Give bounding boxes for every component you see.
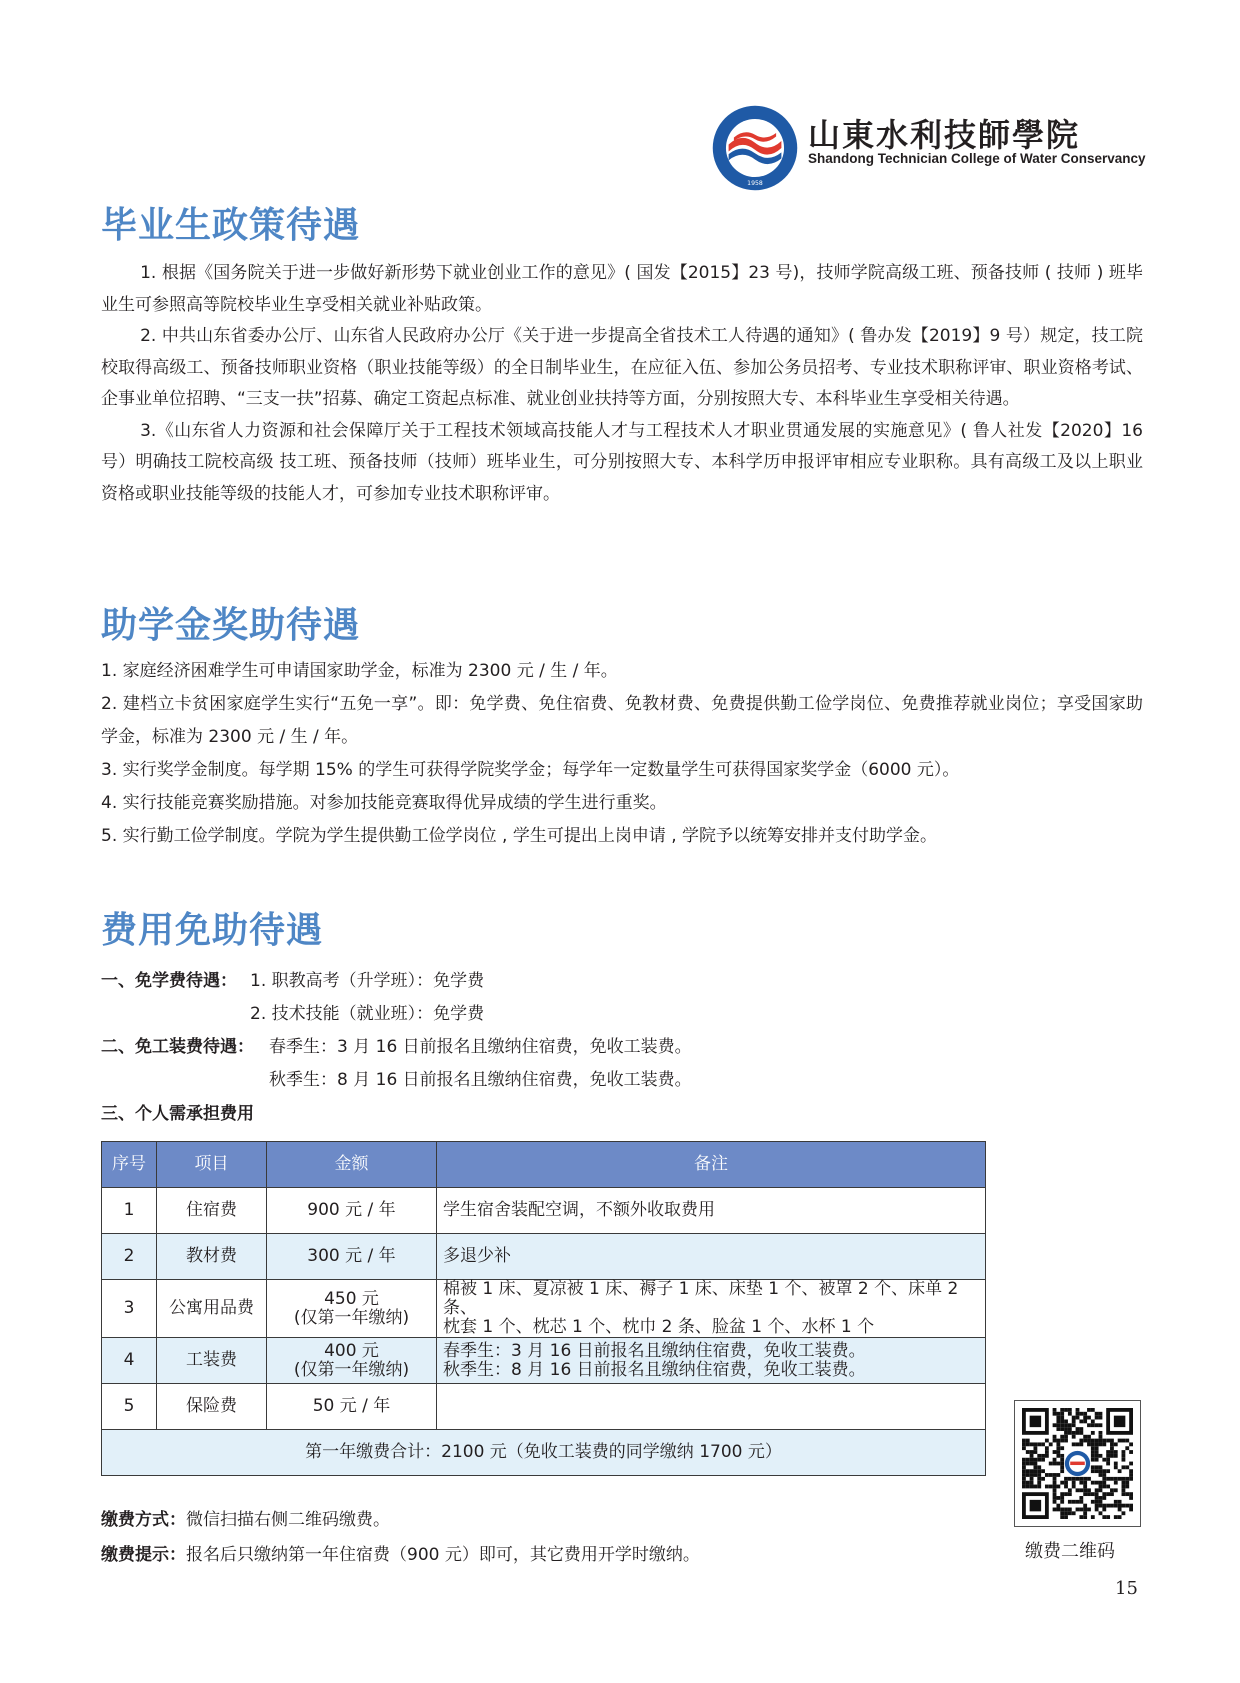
row-number: 4 <box>102 1338 157 1384</box>
grants-list <box>101 655 1143 853</box>
row-number: 1 <box>102 1188 157 1234</box>
row-note: 学生宿舍装配空调，不额外收取费用 <box>437 1188 986 1234</box>
row-number: 2 <box>102 1234 157 1280</box>
section-title-graduate-policy: 毕业生政策待遇 <box>101 205 361 246</box>
row-amount-main: 400 元 <box>324 1340 379 1361</box>
table-row <box>102 1280 986 1338</box>
payment-tip-label: 缴费提示： <box>101 1545 186 1565</box>
column-header: 备注 <box>437 1142 986 1188</box>
payment-method <box>101 1505 390 1530</box>
row-item: 教材费 <box>157 1234 267 1280</box>
row-item: 保险费 <box>157 1384 267 1430</box>
payment-method-text: 微信扫描右侧二维码缴费。 <box>186 1510 390 1530</box>
table-row <box>102 1234 986 1280</box>
row-note-line: 棉被 1 床、夏凉被 1 床、褥子 1 床、床垫 1 个、被罩 2 个、床单 2 条、 <box>443 1279 959 1318</box>
uniform-exemption-label: 二、免工装费待遇： <box>101 1037 254 1057</box>
row-item: 公寓用品费 <box>157 1280 267 1338</box>
grant-item: 1. 家庭经济困难学生可申请国家助学金，标准为 2300 元 / 生 / 年。 <box>101 661 618 681</box>
tuition-exemption-item: 2. 技术技能（就业班）：免学费 <box>250 1004 485 1024</box>
row-note-line: 枕套 1 个、枕芯 1 个、枕巾 2 条、脸盆 1 个、水杯 1 个 <box>443 1317 875 1337</box>
policy-paragraph: 3.《山东省人力资源和社会保障厅关于工程技术领域高技能人才与工程技术人才职业贯通发展的实施意见》( 鲁人社发【2020】16 号）明确技工院校高级 技工班、预备技师（技师）班毕业生，可分别按照大专、本科学历申报评审相应专业职称。具有高级工及以上职业资格或职业技能等级的技能人才，可参加专业技术职称评审。 <box>101 420 1143 504</box>
emblem-year: 1958 <box>747 179 763 187</box>
row-amount-main: 450 元 <box>324 1288 379 1309</box>
grant-item: 2. 建档立卡贫困家庭学生实行“五免一享”。即：免学费、免住宿费、免教材费、免费提供勤工俭学岗位、免费推荐就业岗位；享受国家助学金，标准为 2300 元 / 生 / 年。 <box>101 694 1143 747</box>
fee-table <box>101 1141 986 1476</box>
table-row <box>102 1384 986 1430</box>
row-amount: 300 元 / 年 <box>267 1234 437 1280</box>
row-note-line: 春季生：3 月 16 日前报名且缴纳住宿费，免收工装费。 <box>443 1340 866 1361</box>
policy-paragraph: 2. 中共山东省委办公厅、山东省人民政府办公厅《关于进一步提高全省技术工人待遇的通知》( 鲁办发【2019】9 号）规定，技工院校取得高级工、预备技师职业资格（职业技能等级）的全日制毕业生，在应征入伍、参加公务员招考、专业技术职称评审、职业资格考试、企事业单位招聘、“三支一扶”招募、确定工资起点标准、就业创业扶持等方面，分别按照大专、本科毕业生享受相关待遇。 <box>101 326 1143 409</box>
payment-method-label: 缴费方式： <box>101 1510 186 1530</box>
row-note-line: 秋季生：8 月 16 日前报名且缴纳住宿费，免收工装费。 <box>443 1359 866 1380</box>
graduate-policy-body <box>101 258 1143 510</box>
payment-tip <box>101 1540 700 1565</box>
row-note: 多退少补 <box>437 1234 986 1280</box>
row-amount: 900 元 / 年 <box>267 1188 437 1234</box>
college-name-cn: 山東水利技師學院 <box>808 116 1081 154</box>
qr-code-label: 缴费二维码 <box>1025 1541 1115 1562</box>
grant-item: 5. 实行勤工俭学制度。学院为学生提供勤工俭学岗位 , 学生可提出上岗申请 , 学院予以统筹安排并支付助学金。 <box>101 826 938 846</box>
section-title-fee-exemption: 费用免助待遇 <box>101 910 324 951</box>
row-amount-note: (仅第一年缴纳) <box>293 1307 410 1328</box>
tuition-exemption-label: 一、免学费待遇： <box>101 971 237 991</box>
payment-tip-text: 报名后只缴纳第一年住宿费（900 元）即可，其它费用开学时缴纳。 <box>186 1545 700 1565</box>
college-name-en: Shandong Technician College of Water Conservancy <box>808 151 1146 166</box>
table-header-row <box>102 1142 986 1188</box>
page-number: 15 <box>1115 1578 1138 1599</box>
grant-item: 4. 实行技能竞赛奖励措施。对参加技能竞赛取得优异成绩的学生进行重奖。 <box>101 793 667 813</box>
table-row <box>102 1338 986 1384</box>
row-amount <box>267 1338 437 1384</box>
row-amount-note: (仅第一年缴纳) <box>293 1359 410 1380</box>
column-header: 序号 <box>102 1142 157 1188</box>
row-note <box>437 1280 986 1338</box>
row-number: 5 <box>102 1384 157 1430</box>
table-row <box>102 1188 986 1234</box>
row-note <box>437 1384 986 1430</box>
row-note <box>437 1338 986 1384</box>
tuition-exemption-item: 1. 职教高考（升学班）：免学费 <box>250 971 485 991</box>
college-emblem-icon <box>711 104 799 192</box>
row-number: 3 <box>102 1280 157 1338</box>
column-header: 项目 <box>157 1142 267 1188</box>
table-total-row <box>102 1430 986 1476</box>
uniform-exemption-item: 秋季生：8 月 16 日前报名且缴纳住宿费，免收工装费。 <box>269 1070 692 1090</box>
qr-code-icon <box>1022 1408 1133 1519</box>
uniform-exemption-item: 春季生：3 月 16 日前报名且缴纳住宿费，免收工装费。 <box>269 1037 692 1057</box>
payment-qr-code[interactable] <box>1014 1400 1141 1527</box>
grant-item: 3. 实行奖学金制度。每学期 15% 的学生可获得学院奖学金；每学年一定数量学生可获得国家奖学金（6000 元）。 <box>101 760 960 780</box>
fee-total: 第一年缴费合计：2100 元（免收工装费的同学缴纳 1700 元） <box>102 1430 986 1476</box>
row-amount <box>267 1280 437 1338</box>
row-item: 住宿费 <box>157 1188 267 1234</box>
section-title-grants: 助学金奖助待遇 <box>101 605 361 646</box>
personal-fees-label: 三、个人需承担费用 <box>101 1104 254 1124</box>
column-header: 金额 <box>267 1142 437 1188</box>
row-amount: 50 元 / 年 <box>267 1384 437 1430</box>
policy-paragraph: 1. 根据《国务院关于进一步做好新形势下就业创业工作的意见》( 国发【2015】23 号)，技师学院高级工班、预备技师 ( 技师 ) 班毕业生可参照高等院校毕业生享受相关就业补贴政策。 <box>101 263 1143 315</box>
row-item: 工装费 <box>157 1338 267 1384</box>
